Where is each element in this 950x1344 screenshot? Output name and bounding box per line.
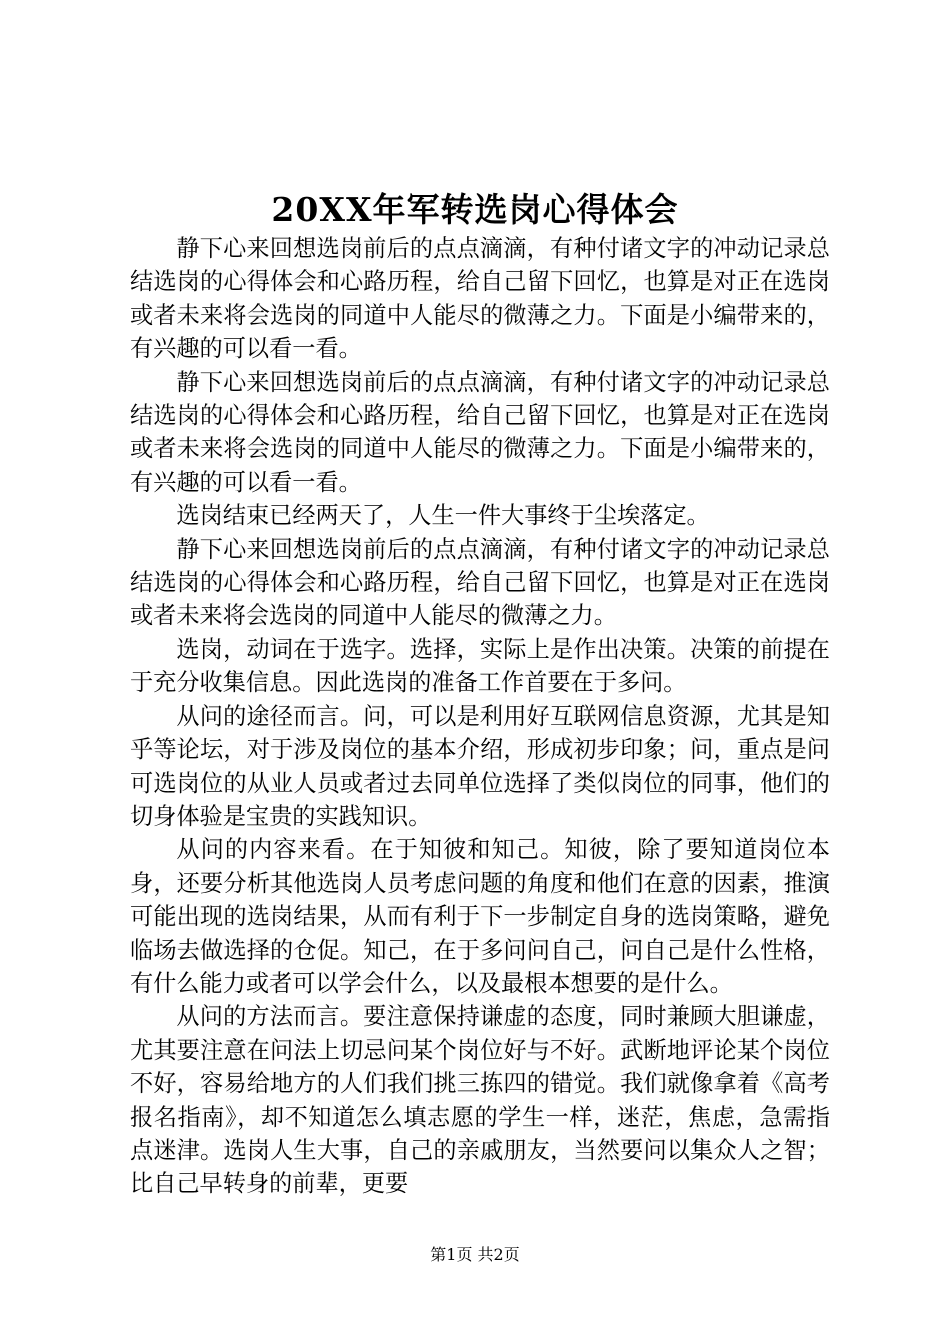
body-paragraph: 静下心来回想选岗前后的点点滴滴，有种付诸文字的冲动记录总结选岗的心得体会和心路历程，给自己留下回忆，也算是对正在选岗或者未来将会选岗的同道中人能尽的微薄之力。 <box>130 535 830 630</box>
body-paragraph: 选岗结束已经两天了，人生一件大事终于尘埃落定。 <box>176 502 710 530</box>
document-body <box>130 232 830 1201</box>
body-paragraph: 静下心来回想选岗前后的点点滴滴，有种付诸文字的冲动记录总结选岗的心得体会和心路历程，给自己留下回忆，也算是对正在选岗或者未来将会选岗的同道中人能尽的微薄之力。下面是小编带来的，有兴趣的可以看一看。 <box>130 235 830 363</box>
body-paragraph: 从问的方法而言。要注意保持谦虚的态度，同时兼顾大胆谦虚，尤其要注意在问法上切忌问某个岗位好与不好。武断地评论某个岗位不好，容易给地方的人们我们挑三拣四的错觉。我们就像拿着《高考报名指南》，却不知道怎么填志愿的学生一样，迷茫，焦虑，急需指点迷津。选岗人生大事，自己的亲戚朋友，当然要问以集众人之智；比自己早转身的前辈，更要 <box>130 1003 830 1198</box>
body-paragraph: 从问的途径而言。问，可以是利用好互联网信息资源，尤其是知乎等论坛，对于涉及岗位的基本介绍，形成初步印象；问，重点是问可选岗位的从业人员或者过去同单位选择了类似岗位的同事，他们的切身体验是宝贵的实践知识。 <box>130 702 830 830</box>
document-title: 20XX年军转选岗心得体会 <box>271 190 679 229</box>
body-paragraph: 选岗，动词在于选字。选择，实际上是作出决策。决策的前提在于充分收集信息。因此选岗的准备工作首要在于多问。 <box>130 635 830 697</box>
body-paragraph: 静下心来回想选岗前后的点点滴滴，有种付诸文字的冲动记录总结选岗的心得体会和心路历程，给自己留下回忆，也算是对正在选岗或者未来将会选岗的同道中人能尽的微薄之力。下面是小编带来的，有兴趣的可以看一看。 <box>130 368 830 496</box>
page-footer: 第1页 共2页 <box>430 1245 520 1264</box>
body-paragraph: 从问的内容来看。在于知彼和知己。知彼，除了要知道岗位本身，还要分析其他选岗人员考虑问题的角度和他们在意的因素，推演可能出现的选岗结果，从而有利于下一步制定自身的选岗策略，避免临场去做选择的仓促。知己，在于多问问自己，问自己是什么性格，有什么能力或者可以学会什么，以及最根本想要的是什么。 <box>130 836 830 997</box>
